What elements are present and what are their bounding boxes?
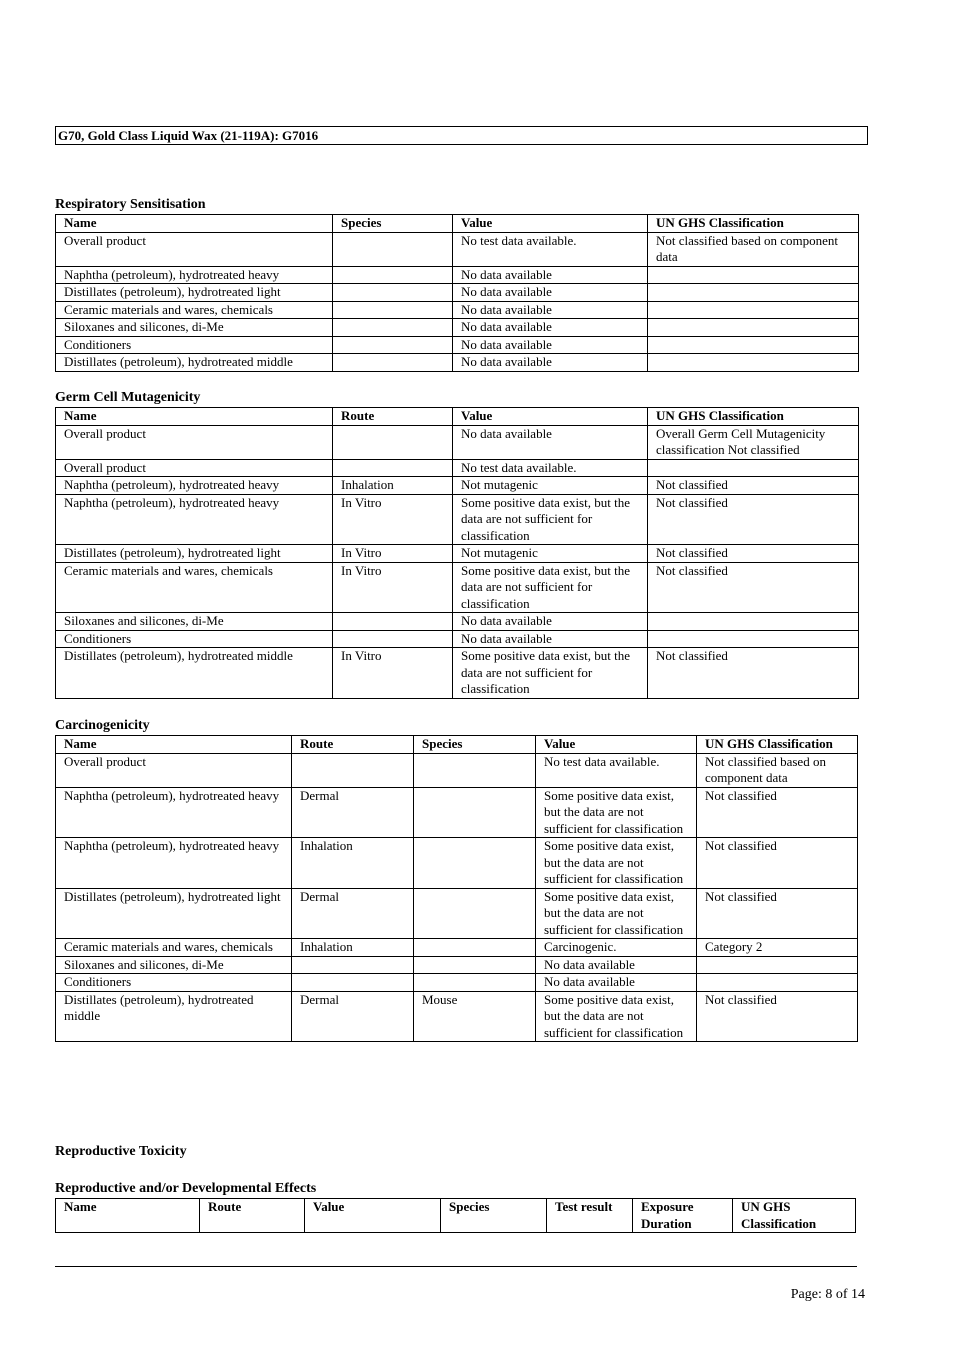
table-cell: Overall product: [56, 459, 333, 477]
table-cell: Distillates (petroleum), hydrotreated middle: [56, 648, 333, 699]
table-cell: In Vitro: [333, 648, 453, 699]
table-header-row: [56, 1199, 856, 1233]
table-cell: Ceramic materials and wares, chemicals: [56, 562, 333, 613]
page-number: Page: 8 of 14: [790, 1287, 865, 1302]
table-row: [56, 787, 858, 838]
column-header: Name: [56, 736, 292, 754]
table-cell: No test data available.: [453, 459, 648, 477]
table-cell: Not classified: [697, 991, 858, 1042]
table-cell: Naphtha (petroleum), hydrotreated heavy: [56, 494, 333, 545]
column-header: Species: [414, 736, 536, 754]
table-cell: Overall product: [56, 425, 333, 459]
table-cell: [697, 956, 858, 974]
column-header: Value: [453, 215, 648, 233]
mutagenicity-table: [55, 407, 859, 699]
table-cell: Distillates (petroleum), hydrotreated light: [56, 545, 333, 563]
table-cell: Naphtha (petroleum), hydrotreated heavy: [56, 787, 292, 838]
column-header: Name: [56, 1199, 200, 1233]
table-cell: No data available: [453, 301, 648, 319]
table-header-row: [56, 215, 859, 233]
table-cell: Conditioners: [56, 974, 292, 992]
table-cell: [648, 266, 859, 284]
table-cell: [648, 301, 859, 319]
section-title-carcinogenicity: Carcinogenicity: [55, 718, 150, 733]
table-cell: Not classified: [648, 477, 859, 495]
table-cell: [333, 613, 453, 631]
column-header: Name: [56, 408, 333, 426]
section-title-reproductive: Reproductive Toxicity: [55, 1144, 187, 1159]
table-row: [56, 562, 859, 613]
table-row: [56, 284, 859, 302]
table-cell: Not classified: [648, 494, 859, 545]
table-cell: Mouse: [414, 991, 536, 1042]
table-cell: Distillates (petroleum), hydrotreated light: [56, 284, 333, 302]
table-cell: [333, 284, 453, 302]
table-cell: In Vitro: [333, 545, 453, 563]
product-header: G70, Gold Class Liquid Wax (21-119A): G7016: [55, 126, 868, 145]
respiratory-table: [55, 214, 859, 372]
table-cell: Not mutagenic: [453, 477, 648, 495]
table-row: [56, 354, 859, 372]
table-cell: Some positive data exist, but the data are not sufficient for classification: [536, 838, 697, 889]
table-cell: No data available: [453, 284, 648, 302]
table-cell: Not classified based on component data: [697, 753, 858, 787]
table-cell: No test data available.: [453, 232, 648, 266]
table-row: [56, 939, 858, 957]
table-cell: Not mutagenic: [453, 545, 648, 563]
table-cell: [648, 336, 859, 354]
table-cell: No data available: [453, 266, 648, 284]
table-cell: [292, 956, 414, 974]
table-cell: Some positive data exist, but the data are not sufficient for classification: [536, 888, 697, 939]
table-cell: Carcinogenic.: [536, 939, 697, 957]
table-cell: [414, 838, 536, 889]
table-cell: [333, 301, 453, 319]
column-header: Route: [333, 408, 453, 426]
table-cell: Inhalation: [292, 838, 414, 889]
table-row: [56, 425, 859, 459]
table-header-row: [56, 736, 858, 754]
table-cell: [333, 354, 453, 372]
table-cell: Naphtha (petroleum), hydrotreated heavy: [56, 838, 292, 889]
table-cell: [414, 753, 536, 787]
table-cell: [333, 336, 453, 354]
table-cell: [292, 753, 414, 787]
section-title-mutagenicity: Germ Cell Mutagenicity: [55, 390, 201, 405]
table-cell: Distillates (petroleum), hydrotreated middle: [56, 991, 292, 1042]
section-title-respiratory: Respiratory Sensitisation: [55, 197, 206, 212]
table-cell: [333, 425, 453, 459]
table-cell: [333, 266, 453, 284]
table-cell: [414, 787, 536, 838]
table-cell: Overall product: [56, 232, 333, 266]
table-cell: Conditioners: [56, 336, 333, 354]
column-header: UN GHS Classification: [697, 736, 858, 754]
table-row: [56, 301, 859, 319]
table-cell: [333, 319, 453, 337]
column-header: Name: [56, 215, 333, 233]
table-cell: Dermal: [292, 991, 414, 1042]
table-cell: [697, 974, 858, 992]
table-cell: [414, 974, 536, 992]
table-row: [56, 648, 859, 699]
column-header: Route: [292, 736, 414, 754]
column-header: UN GHS Classification: [733, 1199, 856, 1233]
column-header: Test result: [547, 1199, 633, 1233]
table-cell: [648, 459, 859, 477]
table-cell: In Vitro: [333, 494, 453, 545]
table-row: [56, 753, 858, 787]
table-cell: Overall product: [56, 753, 292, 787]
table-cell: Not classified: [697, 787, 858, 838]
column-header: Value: [305, 1199, 441, 1233]
table-cell: Siloxanes and silicones, di-Me: [56, 956, 292, 974]
table-row: [56, 974, 858, 992]
table-row: [56, 956, 858, 974]
table-row: [56, 459, 859, 477]
table-cell: Not classified: [697, 838, 858, 889]
table-cell: Ceramic materials and wares, chemicals: [56, 301, 333, 319]
table-cell: Conditioners: [56, 630, 333, 648]
table-cell: Not classified: [648, 648, 859, 699]
table-cell: Some positive data exist, but the data are not sufficient for classification: [536, 787, 697, 838]
reproductive-table: [55, 1198, 856, 1233]
table-row: [56, 477, 859, 495]
table-cell: [333, 232, 453, 266]
table-row: [56, 838, 858, 889]
table-cell: No data available: [536, 974, 697, 992]
table-cell: Siloxanes and silicones, di-Me: [56, 319, 333, 337]
table-cell: [648, 319, 859, 337]
table-cell: Dermal: [292, 787, 414, 838]
column-header: Value: [453, 408, 648, 426]
column-header: Route: [200, 1199, 305, 1233]
table-row: [56, 319, 859, 337]
table-row: [56, 545, 859, 563]
table-cell: Inhalation: [333, 477, 453, 495]
column-header: Exposure Duration: [633, 1199, 733, 1233]
column-header: Species: [441, 1199, 547, 1233]
table-cell: No data available: [453, 425, 648, 459]
table-cell: Not classified: [648, 562, 859, 613]
table-cell: No data available: [453, 613, 648, 631]
table-cell: Some positive data exist, but the data are not sufficient for classification: [536, 991, 697, 1042]
table-cell: Not classified based on component data: [648, 232, 859, 266]
table-row: [56, 494, 859, 545]
table-cell: No data available: [536, 956, 697, 974]
table-cell: No data available: [453, 336, 648, 354]
column-header: Species: [333, 215, 453, 233]
table-cell: No data available: [453, 354, 648, 372]
table-cell: [292, 974, 414, 992]
table-row: [56, 630, 859, 648]
table-cell: [333, 459, 453, 477]
column-header: UN GHS Classification: [648, 408, 859, 426]
table-cell: In Vitro: [333, 562, 453, 613]
table-row: [56, 266, 859, 284]
table-row: [56, 232, 859, 266]
table-cell: Naphtha (petroleum), hydrotreated heavy: [56, 477, 333, 495]
carcinogenicity-table: [55, 735, 858, 1042]
table-row: [56, 613, 859, 631]
table-cell: [648, 354, 859, 372]
table-cell: [648, 630, 859, 648]
table-row: [56, 888, 858, 939]
table-cell: [648, 284, 859, 302]
table-header-row: [56, 408, 859, 426]
table-cell: Naphtha (petroleum), hydrotreated heavy: [56, 266, 333, 284]
table-cell: [648, 613, 859, 631]
table-cell: [414, 939, 536, 957]
table-cell: Not classified: [648, 545, 859, 563]
table-cell: Dermal: [292, 888, 414, 939]
footer-divider: [55, 1266, 857, 1267]
table-cell: Distillates (petroleum), hydrotreated light: [56, 888, 292, 939]
table-cell: Some positive data exist, but the data are not sufficient for classification: [453, 648, 648, 699]
table-cell: Inhalation: [292, 939, 414, 957]
table-cell: Overall Germ Cell Mutagenicity classification Not classified: [648, 425, 859, 459]
table-row: [56, 991, 858, 1042]
table-cell: Siloxanes and silicones, di-Me: [56, 613, 333, 631]
table-cell: [414, 888, 536, 939]
table-cell: No data available: [453, 630, 648, 648]
table-cell: Some positive data exist, but the data are not sufficient for classification: [453, 562, 648, 613]
table-cell: Not classified: [697, 888, 858, 939]
table-cell: Distillates (petroleum), hydrotreated middle: [56, 354, 333, 372]
table-cell: [333, 630, 453, 648]
table-cell: [414, 956, 536, 974]
table-cell: Category 2: [697, 939, 858, 957]
section-subtitle-reproductive-effects: Reproductive and/or Developmental Effects: [55, 1181, 317, 1196]
table-cell: No test data available.: [536, 753, 697, 787]
table-cell: Some positive data exist, but the data are not sufficient for classification: [453, 494, 648, 545]
table-cell: Ceramic materials and wares, chemicals: [56, 939, 292, 957]
column-header: UN GHS Classification: [648, 215, 859, 233]
column-header: Value: [536, 736, 697, 754]
table-cell: No data available: [453, 319, 648, 337]
table-row: [56, 336, 859, 354]
